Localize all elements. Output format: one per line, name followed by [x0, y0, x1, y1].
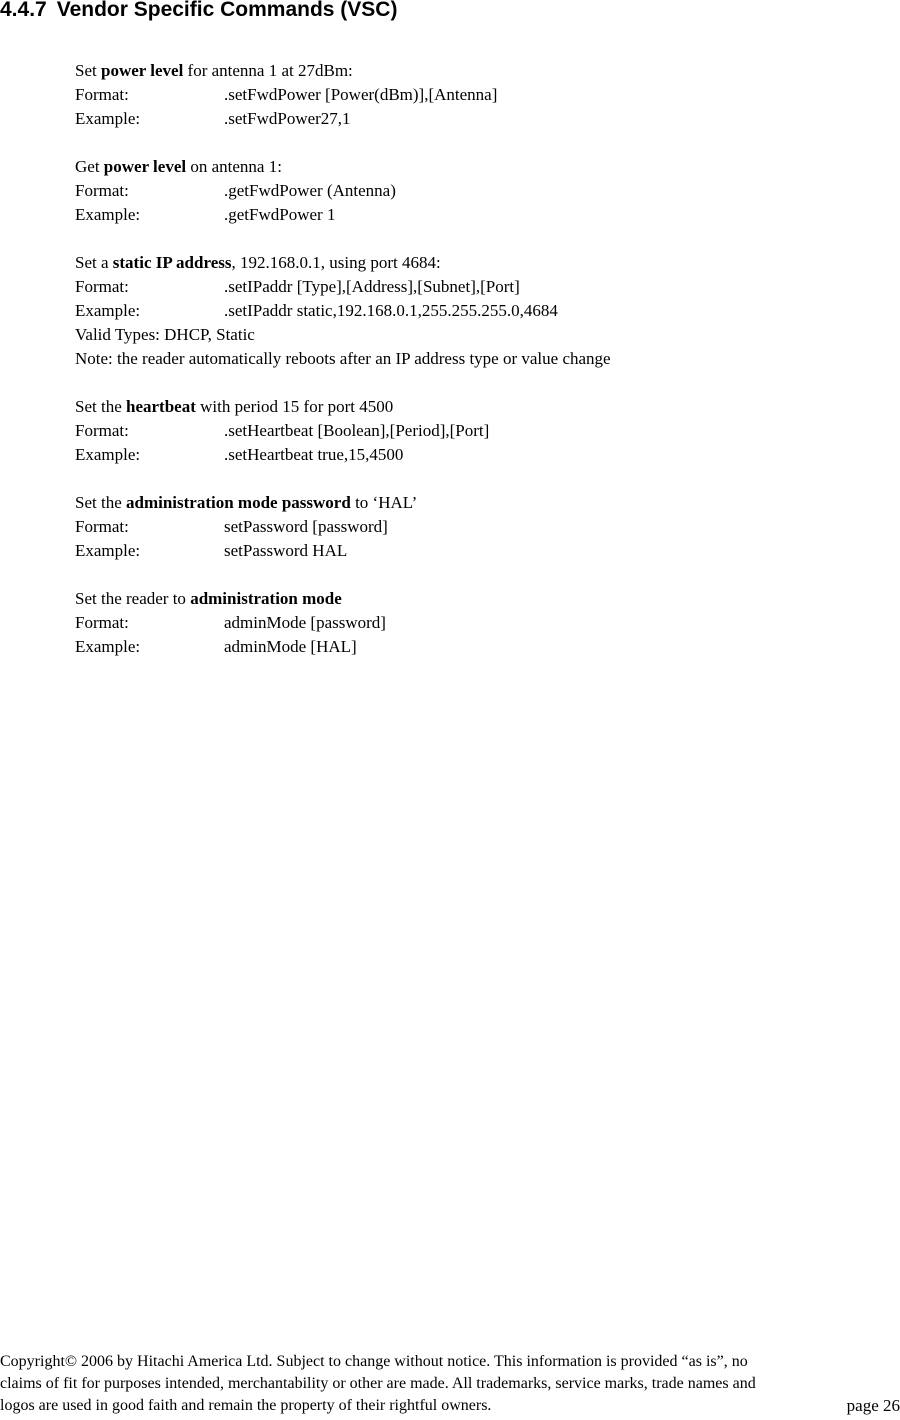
command-description: Set the administration mode password to ‘HAL’ — [75, 493, 418, 512]
command-keyword: heartbeat — [126, 397, 196, 416]
section-heading — [0, 0, 397, 22]
example-line — [75, 107, 875, 131]
note-line: Note: the reader automatically reboots after an IP address type or value change — [75, 349, 611, 368]
format-label: Format: — [75, 517, 129, 536]
copyright-line-1: Copyright© 2006 by Hitachi America Ltd. Subject to change without notice. This information is provided “as is”, no — [0, 1353, 748, 1370]
example-line — [75, 539, 875, 563]
command-description: Set power level for antenna 1 at 27dBm: — [75, 61, 353, 80]
format-label: Format: — [75, 613, 129, 632]
example-value: .setHeartbeat true,15,4500 — [224, 445, 404, 464]
command-description: Set the reader to administration mode — [75, 589, 342, 608]
format-label: Format: — [75, 277, 129, 296]
example-value: .setFwdPower27,1 — [224, 109, 351, 128]
command-keyword: power level — [103, 157, 187, 176]
example-line — [75, 443, 875, 467]
format-value: .getFwdPower (Antenna) — [224, 181, 396, 200]
format-value: .setHeartbeat [Boolean],[Period],[Port] — [224, 421, 490, 440]
format-line — [75, 179, 875, 203]
format-value: setPassword [password] — [224, 517, 388, 536]
command-description: Get power level on antenna 1: — [75, 157, 282, 176]
format-line — [75, 515, 875, 539]
section-title: Vendor Specific Commands (VSC) — [56, 0, 398, 21]
example-label: Example: — [75, 109, 141, 128]
command-list — [75, 59, 875, 683]
format-value: .setIPaddr [Type],[Address],[Subnet],[Port] — [224, 277, 520, 296]
format-value: .setFwdPower [Power(dBm)],[Antenna] — [224, 85, 498, 104]
format-label: Format: — [75, 85, 129, 104]
command-block-static-ip — [75, 251, 875, 371]
format-line — [75, 419, 875, 443]
example-value: .getFwdPower 1 — [224, 205, 336, 224]
page-number: page 26 — [846, 1396, 900, 1415]
command-keyword: administration mode — [190, 589, 342, 608]
example-value: setPassword HAL — [224, 541, 348, 560]
example-label: Example: — [75, 445, 141, 464]
command-block-set-power — [75, 59, 875, 131]
example-line — [75, 635, 875, 659]
format-label: Format: — [75, 421, 129, 440]
command-description: Set the heartbeat with period 15 for port 4500 — [75, 397, 394, 416]
command-description: Set a static IP address, 192.168.0.1, using port 4684: — [75, 253, 441, 272]
command-keyword: administration mode password — [126, 493, 351, 512]
command-block-admin-password — [75, 491, 875, 563]
valid-types-line: Valid Types: DHCP, Static — [75, 325, 255, 344]
example-value: adminMode [HAL] — [224, 637, 357, 656]
section-number: 4.4.7 — [0, 0, 47, 21]
command-block-heartbeat — [75, 395, 875, 467]
copyright-line-2: claims of fit for purposes intended, merchantability or other are made. All trademarks, service marks, trade names and — [0, 1375, 756, 1392]
format-line — [75, 611, 875, 635]
example-line — [75, 299, 875, 323]
format-value: adminMode [password] — [224, 613, 386, 632]
format-line — [75, 275, 875, 299]
format-label: Format: — [75, 181, 129, 200]
example-label: Example: — [75, 637, 141, 656]
copyright-text-3: logos are used in good faith and remain the property of their rightful owners. — [0, 1397, 492, 1414]
example-label: Example: — [75, 541, 141, 560]
example-value: .setIPaddr static,192.168.0.1,255.255.255.0,4684 — [224, 301, 558, 320]
command-keyword: power level — [100, 61, 184, 80]
format-line — [75, 83, 875, 107]
example-line — [75, 203, 875, 227]
example-label: Example: — [75, 301, 141, 320]
command-keyword: static IP address — [112, 253, 232, 272]
copyright-line-3 — [0, 1395, 900, 1417]
command-block-admin-mode — [75, 587, 875, 659]
command-block-get-power — [75, 155, 875, 227]
page-footer — [0, 1351, 900, 1417]
example-label: Example: — [75, 205, 141, 224]
